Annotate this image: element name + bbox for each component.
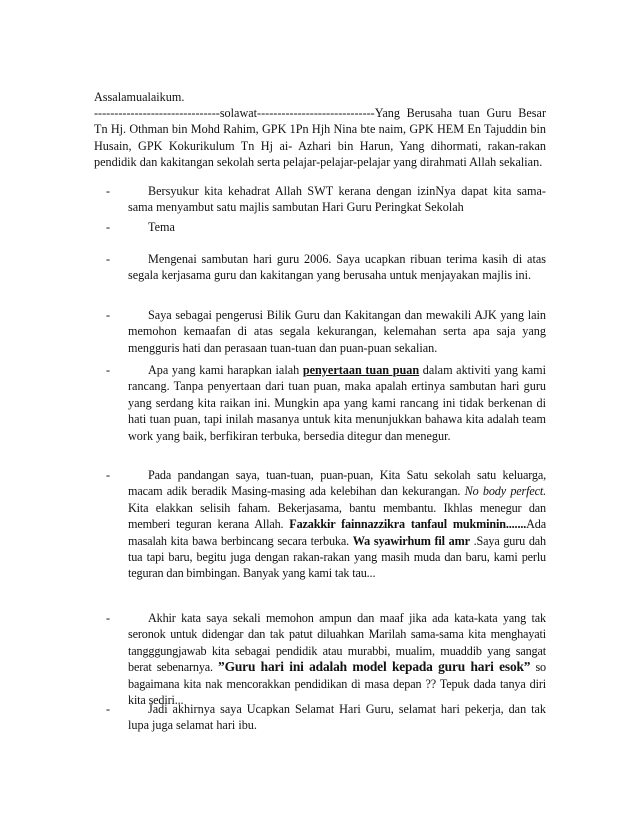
list-item-text: Mengenai sambutan hari guru 2006. Saya ucapkan ribuan terima kasih di atas segala kerjasama guru dan kakitangan yang berusaha untuk menjayakan majlis ini.: [128, 252, 546, 283]
text-run: Ada masalah kita bawa berbincang secara terbuka.: [128, 517, 546, 548]
greeting: Assalamualaikum.: [94, 90, 185, 104]
bullet-dash: -: [106, 363, 111, 377]
text-run: Apa yang kami harapkan ialah: [148, 363, 303, 377]
list-item-text: Saya sebagai pengerusi Bilik Guru dan Kakitangan dan mewakili AJK yang lain memohon kemaafan di atas segala kekurangan, kelemahan serta apa saja yang mengguris hati dan perasaan tuan-tuan dan puan-puan sekalian.: [128, 308, 546, 355]
bold-quote: ”Guru hari ini adalah model kepada guru hari esok”: [218, 659, 531, 675]
list-item: [94, 467, 546, 582]
list-item: [94, 183, 546, 216]
text-run: so bagaimana kita nak mencorakkan pendidikan di masa depan ?? Tepuk dada tanya diri kita sediri...: [128, 660, 546, 708]
italic-phrase: No body perfect.: [464, 484, 546, 499]
list-item-text: Tema: [148, 220, 175, 234]
underlined-emphasis: penyertaan tuan puan: [302, 363, 420, 377]
bullet-dash: -: [106, 184, 111, 198]
list-item-text: Jadi akhirnya saya Ucapkan Selamat Hari Guru, selamat hari pekerja, dan tak lupa juga selamat hari ibu.: [128, 702, 546, 733]
bullet-dash: -: [106, 611, 111, 625]
bullet-dash: -: [106, 252, 111, 266]
list-item: [94, 219, 546, 235]
text-run: .Saya guru dah tua tapi baru, begitu juga dengan rakan-rakan yang masih muda dan baru, kami perlu teguran dan bimbingan. Banyak yang kami tak tau...: [128, 533, 546, 581]
text-run: dalam aktiviti yang kami rancang. Tanpa penyertaan dari tuan puan, maka apalah ertinya sambutan hari guru yang serdang kita raikan ini. Mungkin apa yang kami rancang ini tidak berkenan di hati tuan puan, tapi inilah masanya untuk kita menunjukkan bahawa kita adalah team work yang baik, berfikiran terbuka, bersedia ditegur dan menegur.: [128, 363, 547, 443]
list-item: [94, 307, 546, 356]
bullet-dash: -: [106, 220, 111, 234]
bullet-dash: -: [106, 468, 111, 482]
list-item-text: [128, 610, 546, 708]
intro-paragraph: -------------------------------solawat-----------------------------Yang Berusaha tuan Guru Besar Tn Hj. Othman bin Mohd Rahim, GPK 1Pn Hjh Nina bte naim, GPK HEM En Tajuddin bin Husain, GPK Kokurikulum Tn Hj ai- Azhari bin Harun, Yang dihormati, rakan-rakan pendidik dan kakitangan sekolah serta pelajar-pelajar-pelajar yang dirahmati Allah sekalian.: [94, 106, 546, 170]
bullet-dash: -: [106, 702, 111, 716]
list-item: [94, 362, 546, 444]
text-run: Kita elakkan selisih faham. Bekerjasama, bantu membantu. Ikhlas menegur dan memberi teguran kerana Allah.: [128, 500, 546, 532]
text-run: Pada pandangan saya, tuan-tuan, puan-puan, Kita Satu sekolah satu keluarga, macam adik beradik Masing-masing ada kelebihan dan kekurangan.: [128, 468, 546, 499]
bullet-dash: -: [106, 308, 111, 322]
list-item: [94, 610, 546, 708]
bold-phrase: Fazakkir fainnazzikra tanfaul mukminin.......: [289, 517, 527, 532]
list-item: [94, 701, 546, 734]
list-item-text: [128, 362, 546, 444]
list-item-text: [128, 467, 546, 582]
list-item-text: Bersyukur kita kehadrat Allah SWT kerana dengan izinNya dapat kita sama-sama menyambut satu majlis sambutan Hari Guru Peringkat Sekolah: [128, 184, 546, 215]
text-run: Akhir kata saya sekali memohon ampun dan maaf jika ada kata-kata yang tak seronok untuk didengar dan tak patut diluahkan Marilah sama-sama kita menghayati tangggungjawab kita sebagai pendidik atau murabbi, mualim, muaddib yang sangat berat sebenarnya.: [128, 611, 546, 675]
list-item: [94, 251, 546, 284]
bold-phrase: Wa syawirhum fil amr: [352, 533, 470, 548]
